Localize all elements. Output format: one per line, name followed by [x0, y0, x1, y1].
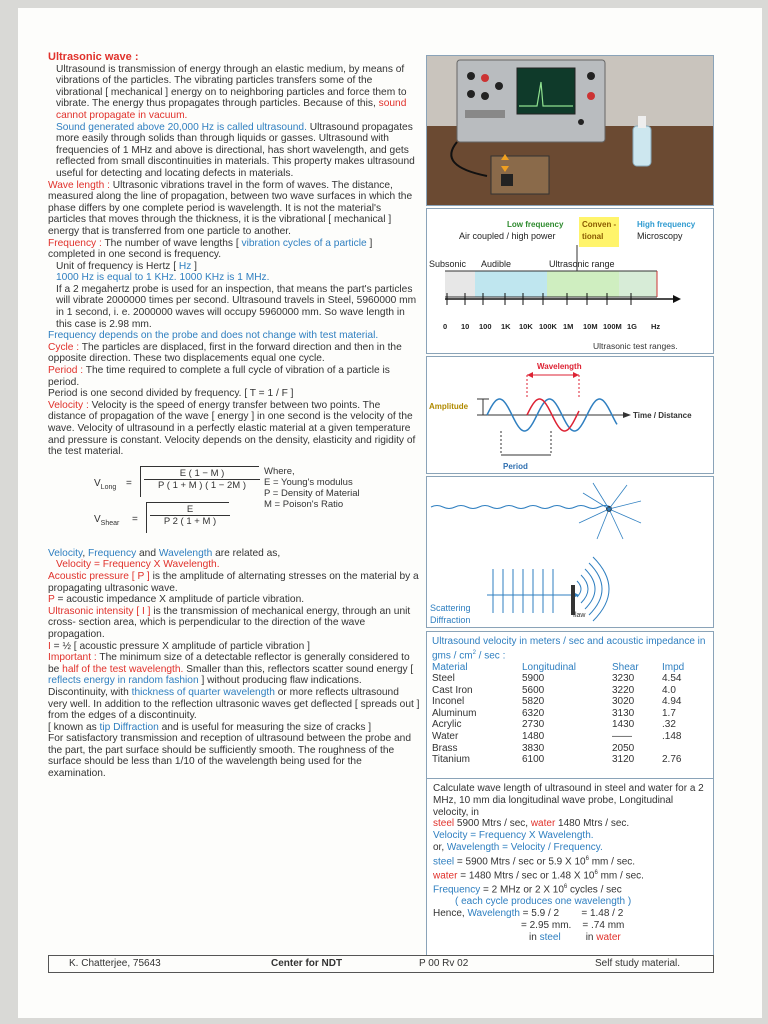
svg-text:tional: tional: [582, 232, 604, 241]
scattering-illustration: [427, 477, 713, 627]
table-row: Brass 3830 2050: [432, 742, 635, 754]
audible-label: Audible: [481, 259, 512, 269]
wavelength-diagram: [427, 357, 713, 473]
calc-frequency-line: Frequency = 2 MHz or 2 X $10^6$ cycles / sec: [433, 884, 622, 896]
paragraph-intro: Ultrasound is transmission of energy through an elastic medium, by means of vibrations of the particles. The vibrating particles transfers some of the vibrational [ mechanical ] energy on to neighboring particles and force them to vibrate. The energy thus propagates through particles. Because of this, sound cannot propagate in vacuum.: [56, 63, 407, 121]
table-row: Titanium 6100 3120 2.76: [432, 754, 682, 766]
calc-result-1: Hence, Wavelength = 5.9 / 2 = 1.48 / 2: [433, 907, 624, 919]
paragraph-cycle: Cycle : The particles are displaced, first in the forward direction and then in the opposite direction. These two displacements equal one cycle.: [48, 341, 402, 365]
footer-page: P 00 Rv 02: [419, 958, 469, 969]
fraction-shear: $\frac{E}{P 2 ( 1 + M )}$: [150, 504, 230, 528]
wavelength-label: Wavelength: [537, 362, 582, 371]
paragraph-acoustic-pressure-eq: P = acoustic impedance X amplitude of particle vibration.: [48, 594, 305, 606]
frequency-tick-label: 10K: [519, 322, 533, 331]
calc-result-3: in steel in water: [529, 931, 621, 943]
paragraph-frequency: Frequency : The number of wave lengths [ vibration cycles of a particle ] completed in one second is frequency.: [48, 237, 373, 261]
svg-text:Conven -: Conven -: [582, 220, 617, 229]
frequency-tick-label: 10M: [583, 322, 598, 331]
frequency-tick-label: 100K: [539, 322, 557, 331]
paragraph-velocity: Velocity : Velocity is the speed of energy transfer between two points. The distance of propagation of the wave [ energy ] in one second is the velocity of the wave. Velocity of ultrasound in a perfectly elastic material at a given temperature and pressure is constant. Velocity depends on the density, elasticity and rigidity of the test material.: [48, 399, 416, 458]
calc-formula-2: or, Wavelength = Velocity / Frequency.: [433, 841, 603, 853]
calc-steel-line: steel = 5900 Mtrs / sec or 5.9 X $10^6$ mm / sec.: [433, 855, 636, 868]
paragraph-intensity-eq: I = ½ [ acoustic pressure X amplitude of particle vibration ]: [48, 640, 310, 652]
calc-formula: Velocity = Frequency X Wavelength.: [433, 830, 594, 842]
flaw-label: flaw: [573, 612, 586, 619]
paragraph-khz: 1000 Hz is equal to 1 KHz. 1000 KHz is 1 MHz.: [56, 272, 270, 284]
frequency-tick-label: 100: [479, 322, 492, 331]
high-frequency-label: High frequency: [637, 220, 696, 229]
paragraph-ultrasound: Sound generated above 20,000 Hz is called ultrasound. Ultrasound propagates more easily through solids than through liquids or gasses. Ultrasound with frequencies of 1 MHz and above is directional, has short wavelength, and gets reflected from small discontinuities in materials. This property makes ultrasound useful for detecting and locating defects in materials.: [56, 121, 415, 179]
section-title: Ultrasonic wave :: [48, 51, 139, 63]
frequency-tick-label: 1G: [627, 322, 638, 331]
footer-note: Self study material.: [595, 958, 681, 969]
table-row: Steel 5900 3230 4.54: [432, 673, 682, 685]
ultrasonic-range-label: Ultrasonic range: [549, 259, 615, 269]
footer-center: Center for NDT: [271, 958, 343, 969]
paragraph-surface: For satisfactory transmission and reception of ultrasound between the probe and the part, the part surface should be sufficiently smooth. The roughness of the surface should be less than 1/10 of the wavelength being used for the examination.: [48, 733, 411, 780]
fraction-long: $\frac{E ( 1 - M )}{P ( 1 + M ) ( 1 - 2M )}$: [144, 468, 260, 492]
paragraph-wavelength: Wave length : Ultrasonic vibrations travel in the form of waves. The distance, measured along the line of propagation, between two wave surfaces in which the phase differs by one complete period is wavelength. It is not the material's particles that moves through the thickness, it is the vibrational [ mechanical ] energy that is transferred from one particle to another.: [48, 179, 413, 237]
footer-author: K. Chatterjee, 75643: [69, 958, 161, 969]
calc-intro: Calculate wave length of ultrasound in steel and water for a 2 MHz, 10 mm dia longitudinal wave probe, Longitudinal velocity, in: [433, 783, 704, 818]
paragraph-frequency-depends: Frequency depends on the probe and does not change with test material.: [48, 330, 379, 342]
velocity-table-title: Ultrasound velocity in meters / sec and acoustic impedance in gms / $cm^2$ / sec :: [432, 636, 706, 661]
velocity-table: [432, 662, 708, 766]
air-coupled-label: Air coupled / high power: [459, 231, 556, 241]
microscopy-label: Microscopy: [637, 231, 683, 241]
calc-water-line: water = 1480 Mtrs / sec or 1.48 X $10^6$ mm / sec.: [433, 869, 644, 882]
time-distance-label: Time / Distance: [633, 411, 692, 420]
spectrum-caption: Ultrasonic test ranges.: [593, 341, 678, 351]
paragraph-diffraction: [ known as tip Diffraction and is useful for measuring the size of cracks ]: [48, 721, 372, 733]
frequency-tick-label: 0: [443, 322, 448, 331]
subsonic-label: Subsonic: [429, 259, 467, 269]
velocity-table-box: [426, 631, 714, 783]
frequency-tick-label: 1M: [563, 322, 574, 331]
paragraph-period: Period : The time required to complete a full cycle of vibration of a particle is period.: [48, 365, 390, 388]
formula-legend: Where, E = Young's modulus P = Density of Material M = Poison's Ratio: [264, 465, 360, 510]
calculation-box: [426, 778, 714, 956]
oscilloscope-illustration: [427, 56, 713, 205]
calc-result-2: = 2.95 mm. = .74 mm: [521, 919, 625, 931]
table-row: Aluminum 6320 3130 1.7: [432, 707, 676, 719]
scattering-diagram: [426, 476, 714, 628]
frequency-tick-label: 10: [461, 322, 470, 331]
scattering-label: Scattering: [430, 603, 471, 613]
amplitude-label: Amplitude: [429, 402, 469, 411]
paragraph-important: Important : The minimum size of a detectable reflector is generally considered to be half of the test wavelength. Smaller than this, reflectors scatter sound energy [ reflects energy in random fashion ] without producing flaw indications. Discontinuity, with thickness of quarter wavelength or more reflects ultrasound very well. In addition to the reflection ultrasonic waves get deflected [ spreads out ] from the edges of a discontinuity.: [48, 652, 420, 722]
main-text-column: [48, 52, 420, 780]
spectrum-chart: [427, 209, 713, 353]
oscilloscope-photo: [426, 55, 714, 206]
paragraph-relation-equation: Velocity = Frequency X Wavelength.: [56, 559, 220, 571]
calc-note: ( each cycle produces one wavelength ): [455, 896, 632, 908]
table-row: Water 1480 —— .148: [432, 731, 682, 743]
table-row: Acrylic 2730 1430 .32: [432, 719, 676, 731]
frequency-tick-label: Hz: [651, 322, 661, 331]
diffraction-label: Diffraction: [430, 615, 471, 625]
velocity-table-header: Material Longitudinal Shear Impd: [432, 661, 685, 673]
velocity-formulas: $V_{Long}$ = $\frac{E ( 1 - M )}{P ( 1 + M ) ( 1 - 2M )}$ $V_{Shear}$ = $\frac{E}{P 2 ( 1 + M )}$ Where, E = Young's modulus P = Density of Material M = Poison's Ratio: [48, 464, 420, 542]
paragraph-relation: Velocity, Frequency and Wavelength are related as,: [48, 547, 281, 559]
frequency-tick-label: 1K: [501, 322, 511, 331]
low-frequency-label: Low frequency: [507, 220, 564, 229]
paragraph-period-formula: Period is one second divided by frequency. [ T = 1 / F ]: [48, 388, 294, 400]
table-row: Cast Iron 5600 3220 4.0: [432, 684, 676, 696]
v-long-label: $V_{Long}$: [94, 477, 117, 491]
period-label: Period: [503, 462, 528, 471]
wave-diagram: [426, 356, 714, 474]
frequency-spectrum-figure: [426, 208, 714, 354]
v-shear-label: $V_{Shear}$: [94, 513, 120, 527]
table-row: Inconel 5820 3020 4.94: [432, 696, 682, 708]
paragraph-unit: Unit of frequency is Hertz [ Hz ]: [56, 260, 197, 272]
page-footer: [48, 955, 714, 973]
paragraph-acoustic-pressure: Acoustic pressure [ P ] is the amplitude of alternating stresses on the material by a propagating ultrasonic wave.: [48, 570, 419, 594]
paragraph-intensity: Ultrasonic intensity [ I ] is the transmission of mechanical energy, through an unit cross- section area, which is perpendicular to the direction of the wave propagation.: [48, 605, 411, 640]
frequency-tick-label: 100M: [603, 322, 622, 331]
paragraph-example: If a 2 megahertz probe is used for an inspection, that means the part's particles will vibrate 2000000 times per second. Ultrasound travels in Steel, 5960000 mm in 1 second, i. e. 2000000 waves will occupy 5960000 mm. So wave length in this case is 2.98 mm.: [56, 283, 417, 330]
calc-velocities: steel 5900 Mtrs / sec, water 1480 Mtrs / sec.: [433, 818, 630, 830]
